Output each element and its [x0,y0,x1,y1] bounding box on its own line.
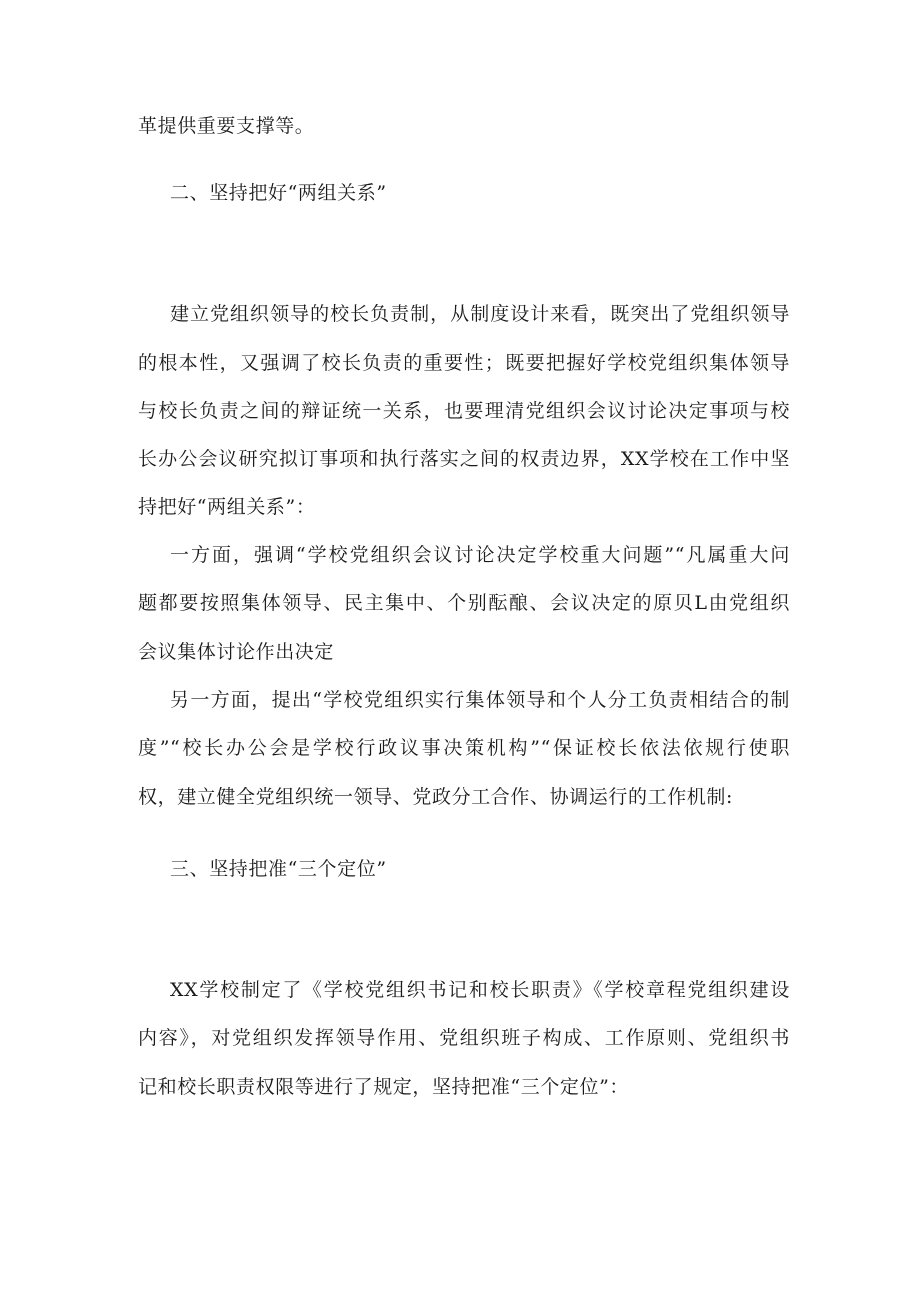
section-2-intro-line-3: 与校长负责之间的辩证统一关系，也要理清党组织会议讨论决定事项与校 [138,400,790,422]
section-2-point-1-line-1: 一方面，强调“学校党组织会议讨论决定学校重大问题”“凡属重大问 [170,544,790,566]
section-3-heading: 三、坚持把准“三个定位” [170,858,387,880]
section-2-point-1-line-3: 会议集体讨论作出决定 [138,641,335,663]
section-2-point-2-line-2: 度”“校长办公会是学校行政议事决策机构”“保证校长依法依规行使职 [138,737,790,759]
section-3-intro-line-2: 内容》，对党组织发挥领导作用、党组织班子构成、工作原则、党组织书 [138,1027,790,1049]
section-2-intro-line-1: 建立党组织领导的校长负责制，从制度设计来看，既突出了党组织领导 [170,303,790,325]
continuation-line-1: 革提供重要支撑等。 [138,115,315,137]
section-2-intro-line-4: 长办公会议研究拟订事项和执行落实之间的权责边界，XX学校在工作中坚 [138,448,790,470]
section-3-intro-line-3: 记和校长职责权限等进行了规定，坚持把准“三个定位”： [138,1076,630,1098]
section-2-point-2-line-1: 另一方面，提出“学校党组织实行集体领导和个人分工负责相结合的制 [170,689,790,711]
section-2-point-1-line-2: 题都要按照集体领导、民主集中、个别酝酿、会议决定的原贝L由党组织 [138,592,790,614]
section-2-heading: 二、坚持把好“两组关系” [170,182,387,204]
section-2-intro-line-5: 持把好“两组关系”： [138,496,316,518]
section-2-intro-line-2: 的根本性，又强调了校长负责的重要性；既要把握好学校党组织集体领导 [138,352,790,374]
section-3-intro-line-1: XX学校制定了《学校党组织书记和校长职责》《学校章程党组织建设 [170,979,790,1001]
section-2-point-2-line-3: 权，建立健全党组织统一领导、党政分工合作、协调运行的工作机制: [138,786,734,808]
